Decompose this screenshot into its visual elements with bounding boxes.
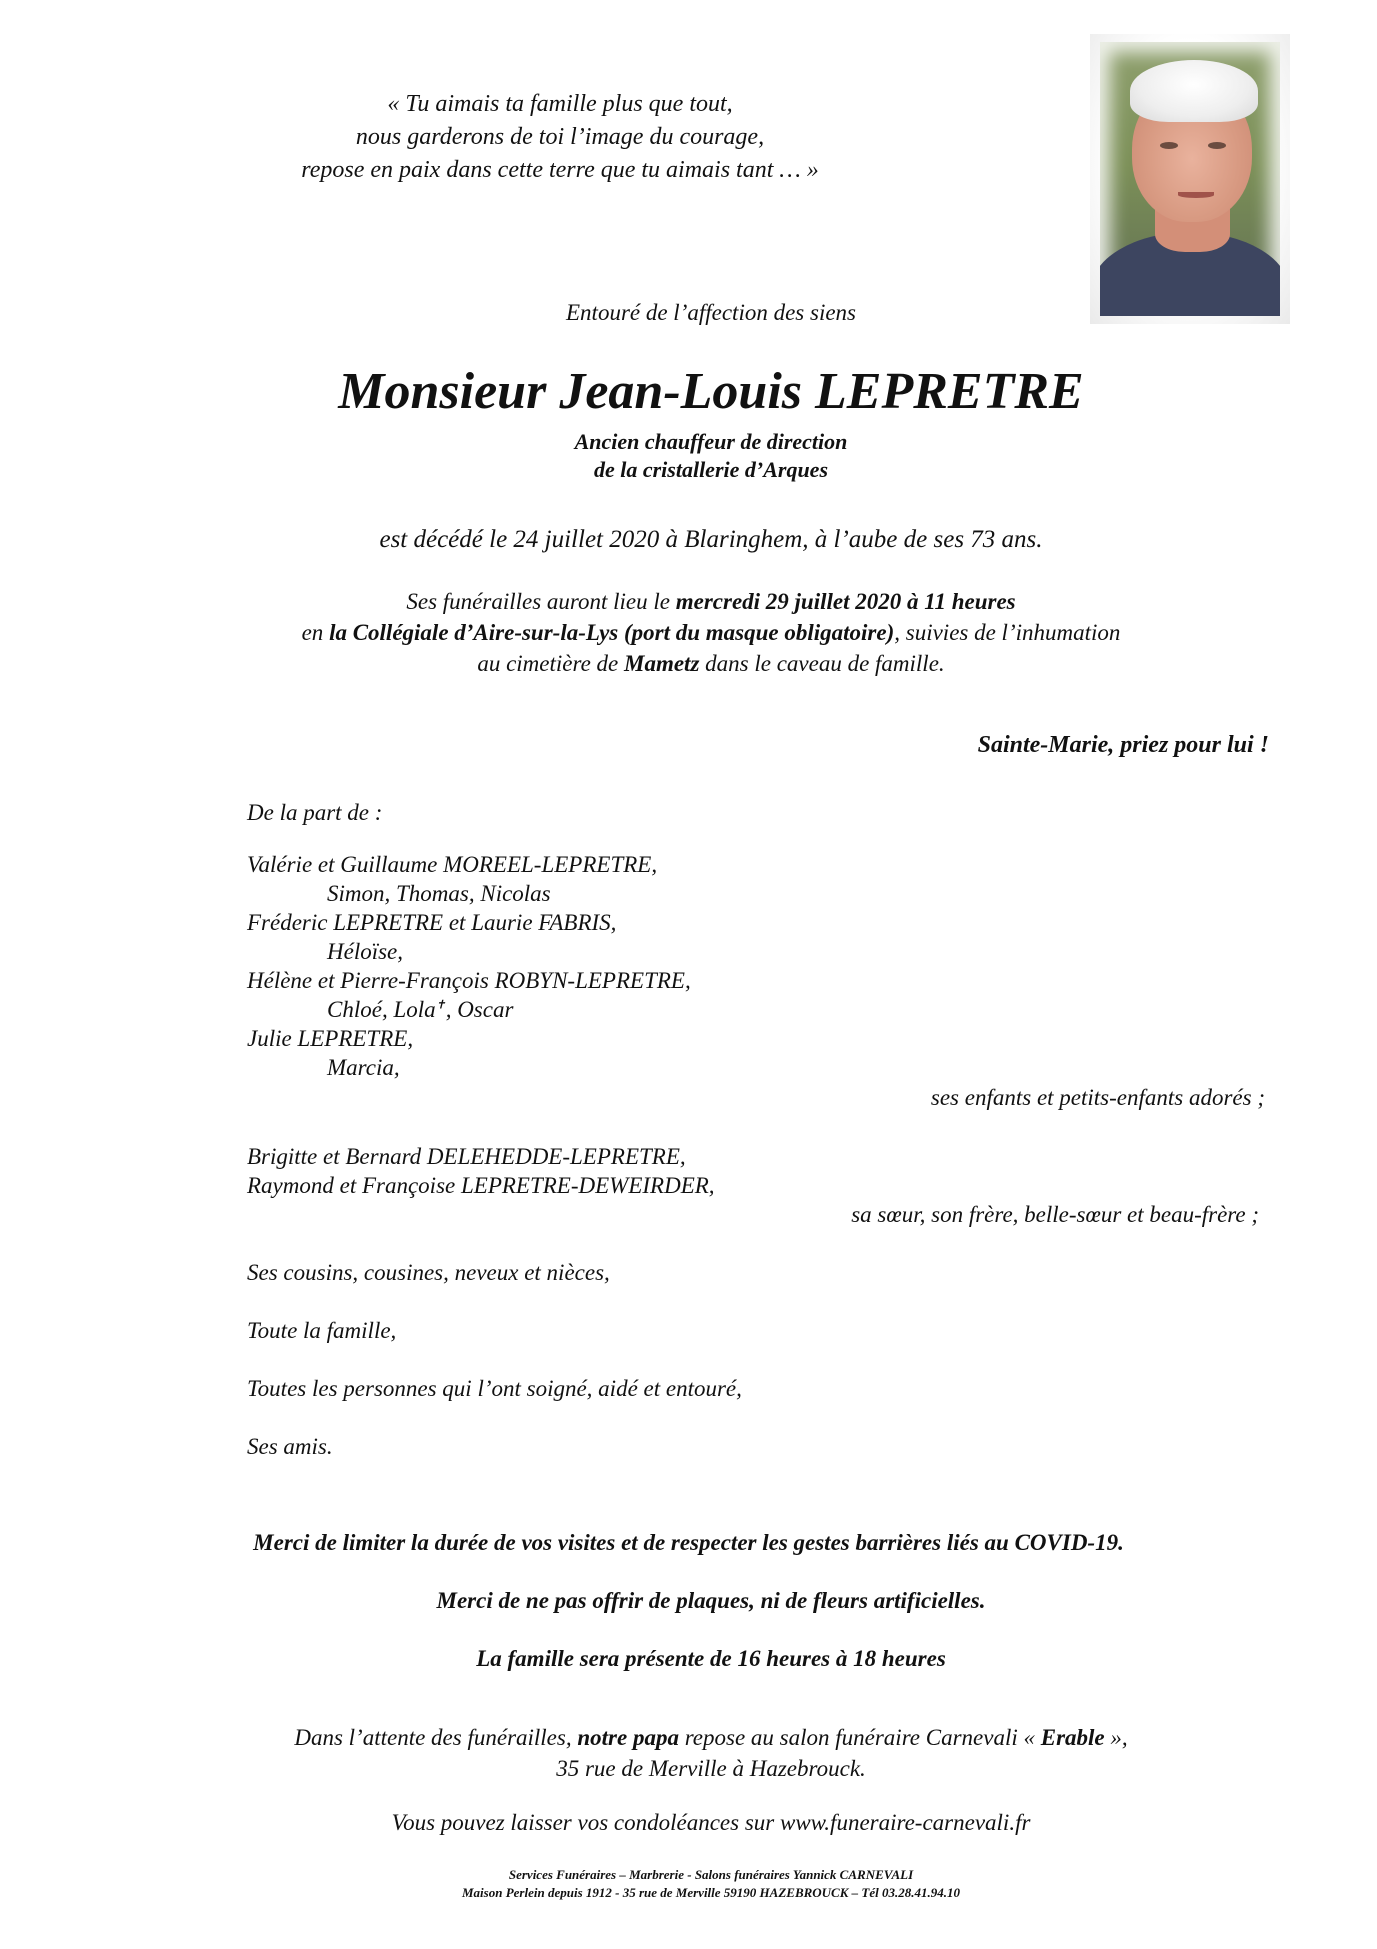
salon-notice	[0, 1722, 1377, 1784]
deceased-occupation	[0, 428, 1377, 484]
portrait-image	[1100, 42, 1280, 316]
condolences-web: Vous pouvez laisser vos condoléances sur www.funeraire-carnevali.fr	[391, 1810, 1031, 1835]
family-line: Julie LEPRETRE,	[247, 1026, 414, 1051]
family-line: Hélène et Pierre-François ROBYN-LEPRETRE,	[247, 968, 691, 993]
salon-line-1: Dans l’attente des funérailles, notre papa repose au salon funéraire Carnevali « Erable »,	[294, 1725, 1128, 1750]
quote-line-3: repose en paix dans cette terre que tu aimais tant … »	[301, 157, 819, 183]
presence-notice: La famille sera présente de 16 heures à 18 heures	[476, 1646, 946, 1671]
family-line: Héloïse,	[327, 939, 404, 964]
deceased-cross-icon: ✝	[435, 997, 446, 1012]
family-line: Chloé, Lola✝, Oscar	[327, 997, 514, 1022]
portrait-photo	[1090, 34, 1290, 324]
family-line: Ses cousins, cousines, neveux et nièces,	[247, 1260, 610, 1285]
epitaph-quote	[250, 88, 870, 187]
family-line: Brigitte et Bernard DELEHEDDE-LEPRETRE,	[247, 1144, 686, 1169]
family-line: Toute la famille,	[247, 1318, 397, 1343]
occupation-line-1: Ancien chauffeur de direction	[574, 429, 848, 454]
covid-notice: Merci de limiter la durée de vos visites et de respecter les gestes barrières liés au COVID-19.	[253, 1530, 1124, 1555]
family-line: Ses amis.	[247, 1434, 333, 1459]
family-from: De la part de :	[247, 800, 383, 825]
flowers-notice: Merci de ne pas offrir de plaques, ni de fleurs artificielles.	[436, 1588, 986, 1613]
family-line: Fréderic LEPRETRE et Laurie FABRIS,	[247, 910, 617, 935]
salon-line-2: 35 rue de Merville à Hazebrouck.	[556, 1756, 866, 1781]
quote-line-2: nous garderons de toi l’image du courage,	[355, 124, 765, 150]
family-line: Valérie et Guillaume MOREEL-LEPRETRE,	[247, 852, 658, 877]
intro-text: Entouré de l’affection des siens	[566, 300, 856, 325]
family-line: Simon, Thomas, Nicolas	[327, 881, 551, 906]
footer-line-2: Maison Perlein depuis 1912 - 35 rue de Merville 59190 HAZEBROUCK – Tél 03.28.41.94.10	[462, 1885, 960, 1900]
deceased-name: Monsieur Jean-Louis LEPRETRE	[338, 363, 1084, 420]
family-line: Marcia,	[327, 1055, 400, 1080]
family-line: Raymond et Françoise LEPRETRE-DEWEIRDER,	[247, 1173, 715, 1198]
funeral-line-1: Ses funérailles auront lieu le mercredi 29 juillet 2020 à 11 heures	[406, 589, 1016, 614]
prayer-text: Sainte-Marie, priez pour lui !	[977, 732, 1269, 758]
funeral-line-2: en la Collégiale d’Aire-sur-la-Lys (port du masque obligatoire), suivies de l’inhumation	[301, 620, 1121, 645]
death-announcement: est décédé le 24 juillet 2020 à Blaringhem, à l’aube de ses 73 ans.	[379, 526, 1043, 553]
footer-line-1: Services Funéraires – Marbrerie - Salons funéraires Yannick CARNEVALI	[508, 1867, 914, 1882]
funeral-details	[0, 586, 1377, 679]
family-role: ses enfants et petits-enfants adorés ;	[930, 1085, 1265, 1110]
family-role: sa sœur, son frère, belle-sœur et beau-frère ;	[851, 1202, 1259, 1227]
quote-line-1: « Tu aimais ta famille plus que tout,	[387, 91, 733, 117]
funeral-home-footer	[0, 1866, 1377, 1902]
funeral-line-3: au cimetière de Mametz dans le caveau de famille.	[477, 651, 945, 676]
family-line: Toutes les personnes qui l’ont soigné, aidé et entouré,	[247, 1376, 742, 1401]
occupation-line-2: de la cristallerie d’Arques	[593, 457, 829, 482]
